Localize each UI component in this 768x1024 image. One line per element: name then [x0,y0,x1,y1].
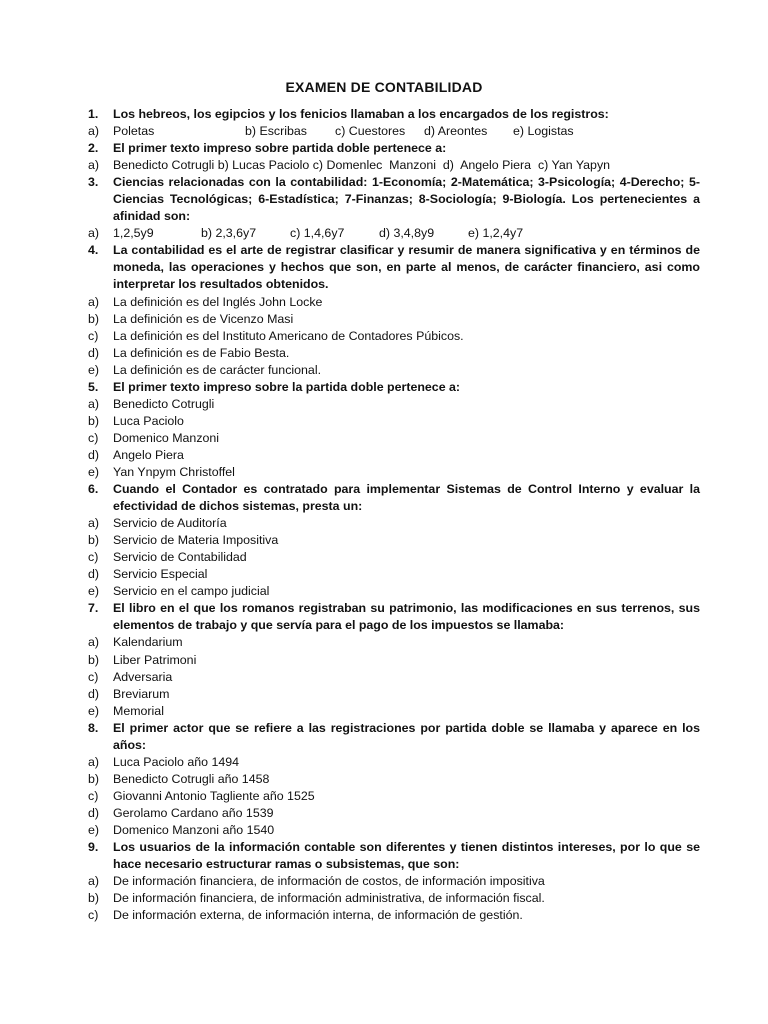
option-text: Angelo Piera [113,447,184,462]
option-row [88,754,700,771]
question-number: 5. [88,379,99,394]
option-c: c) Cuestores [335,124,406,139]
option-text: La definición es de Fabio Besta. [113,345,290,360]
option-text: Yan Ynpym Christoffel [113,464,235,479]
option-text: De información financiera, de información de costos, de información impositiva [113,874,545,889]
question-text: El primer texto impreso sobre partida doble pertenece a: [113,141,447,156]
option-marker: c) [88,430,99,445]
option-row [88,703,700,720]
option-marker: c) [88,669,99,684]
inline-options-2 [88,157,700,174]
option-text: Benedicto Cotrugli b) Lucas Paciolo c) Domenlec Manzoni d) Angelo Piera c) Yan Yapyn [113,158,611,173]
option-marker: e) [88,703,100,718]
option-marker: b) [88,771,100,786]
option-text: Domenico Manzoni [113,430,220,445]
option-row [88,447,700,464]
option-text: De información financiera, de información administrativa, de información fiscal. [113,891,545,906]
option-marker: a) [88,754,100,769]
question-text: El primer texto impreso sobre la partida doble pertenece a: [113,379,461,394]
question-text: Los hebreos, los egipcios y los fenicios llamaban a los encargados de los registros: [113,107,609,121]
option-text: La definición es de carácter funcional. [113,362,322,377]
option-text: Servicio de Contabilidad [113,550,247,565]
option-row [88,805,700,822]
option-text: Servicio de Auditoría [113,516,227,531]
option-row [88,583,700,600]
option-marker: a) [88,124,100,139]
question-6 [88,481,700,515]
option-row [88,788,700,805]
question-2 [88,140,700,157]
option-d: d) Areontes [424,124,488,139]
option-text: Kalendarium [113,635,183,650]
option-row [88,311,700,328]
option-row [88,328,700,345]
option-marker: d) [88,345,100,360]
question-text: Cuando el Contador es contratado para implementar Sistemas de Control Interno y evaluar la efectividad de dichos sistemas, presta un: [113,482,700,514]
question-1 [88,106,700,123]
option-text: Benedicto Cotrugli [113,396,215,411]
option-row [88,549,700,566]
option-row [88,345,700,362]
option-b: b) 2,3,6y7 [201,226,257,241]
option-marker: b) [88,652,100,667]
option-row [88,566,700,583]
option-text: Domenico Manzoni año 1540 [113,822,275,837]
option-row [88,464,700,481]
option-row [88,430,700,447]
question-8 [88,720,700,754]
inline-options-3 [88,225,700,242]
option-marker: e) [88,464,100,479]
question-text: La contabilidad es el arte de registrar clasificar y resumir de manera significativa y en términos de moneda, las operaciones y hechos que son, en parte al menos, de carácter financiero, asi como interpretar los resultados obtenidos. [113,243,700,292]
option-row [88,396,700,413]
option-text: Luca Paciolo año 1494 [113,754,240,769]
option-marker: b) [88,413,100,428]
option-row [88,294,700,311]
option-text: Liber Patrimoni [113,652,197,667]
question-5 [88,379,700,396]
option-b: b) Escribas [245,124,307,139]
option-marker: c) [88,328,99,343]
option-marker: a) [88,516,100,531]
option-row [88,686,700,703]
option-a: Poletas [113,124,155,139]
option-marker: a) [88,635,100,650]
option-marker: a) [88,158,100,173]
option-row [88,907,700,924]
option-e: e) 1,2,4y7 [468,226,524,241]
question-number: 3. [88,175,99,190]
option-c: c) 1,4,6y7 [290,226,345,241]
question-text: Los usuarios de la información contable son diferentes y tienen distintos intereses, por lo que se hace necesario estructurar ramas o subsistemas, que son: [113,840,700,872]
question-text: El primer actor que se refiere a las registraciones por partida doble se llamaba y aparece en los años: [113,720,700,752]
page-title: EXAMEN DE CONTABILIDAD [285,79,483,95]
option-row [88,873,700,890]
option-marker: d) [88,805,100,820]
option-text: Breviarum [113,686,170,701]
option-marker: e) [88,362,100,377]
option-marker: d) [88,686,100,701]
option-text: Servicio en el campo judicial [113,584,270,599]
option-text: Memorial [113,703,164,718]
question-number: 4. [88,243,99,258]
option-text: Servicio de Materia Impositiva [113,533,279,548]
option-row [88,634,700,651]
option-row [88,771,700,788]
question-number: 6. [88,482,99,497]
question-7 [88,600,700,634]
question-3 [88,174,700,225]
option-e: e) Logistas [513,124,574,139]
option-row [88,669,700,686]
option-marker: a) [88,874,100,889]
option-marker: a) [88,226,100,241]
option-row [88,413,700,430]
option-marker: a) [88,396,100,411]
option-marker: e) [88,584,100,599]
option-text: Benedicto Cotrugli año 1458 [113,771,270,786]
option-text: De información externa, de información interna, de información de gestión. [113,908,523,923]
option-text: Giovanni Antonio Tagliente año 1525 [113,788,315,803]
option-marker: b) [88,533,100,548]
question-number: 1. [88,107,99,121]
option-text: Servicio Especial [113,567,208,582]
question-text: Ciencias relacionadas con la contabilidad: 1-Economía; 2-Matemática; 3-Psicología; 4-Derecho; 5-Ciencias Tecnológicas; 6-Estadística; 7-Finanzas; 8-Sociología; 9-Biología. Los pertenecientes a afinidad son: [113,175,700,224]
inline-options-1 [88,123,700,140]
option-row [88,515,700,532]
option-row [88,532,700,549]
question-9 [88,839,700,873]
option-marker: c) [88,908,99,923]
option-row [88,652,700,669]
option-marker: e) [88,822,100,837]
option-marker: d) [88,447,100,462]
question-text: El libro en el que los romanos registraban su patrimonio, las modificaciones en sus terrenos, sus elementos de trabajo y que servía para el pago de los impuestos se llamaba: [113,601,700,633]
question-number: 8. [88,720,99,735]
exam-body [88,106,700,924]
option-marker: b) [88,891,100,906]
option-marker: a) [88,294,100,309]
option-marker: c) [88,788,99,803]
option-text: La definición es del Instituto Americano de Contadores Púbicos. [113,328,464,343]
option-marker: d) [88,567,100,582]
option-text: Luca Paciolo [113,413,184,428]
option-row [88,890,700,907]
option-text: Adversaria [113,669,173,684]
option-d: d) 3,4,8y9 [379,226,435,241]
question-number: 7. [88,601,99,616]
option-marker: b) [88,311,100,326]
question-4 [88,242,700,293]
option-text: La definición es de Vicenzo Masi [113,311,294,326]
option-text: La definición es del Inglés John Locke [113,294,323,309]
option-marker: c) [88,550,99,565]
option-row [88,822,700,839]
question-number: 2. [88,141,99,156]
option-text: Gerolamo Cardano año 1539 [113,805,274,820]
option-row [88,362,700,379]
option-a: 1,2,5y9 [113,226,154,241]
question-number: 9. [88,840,99,855]
